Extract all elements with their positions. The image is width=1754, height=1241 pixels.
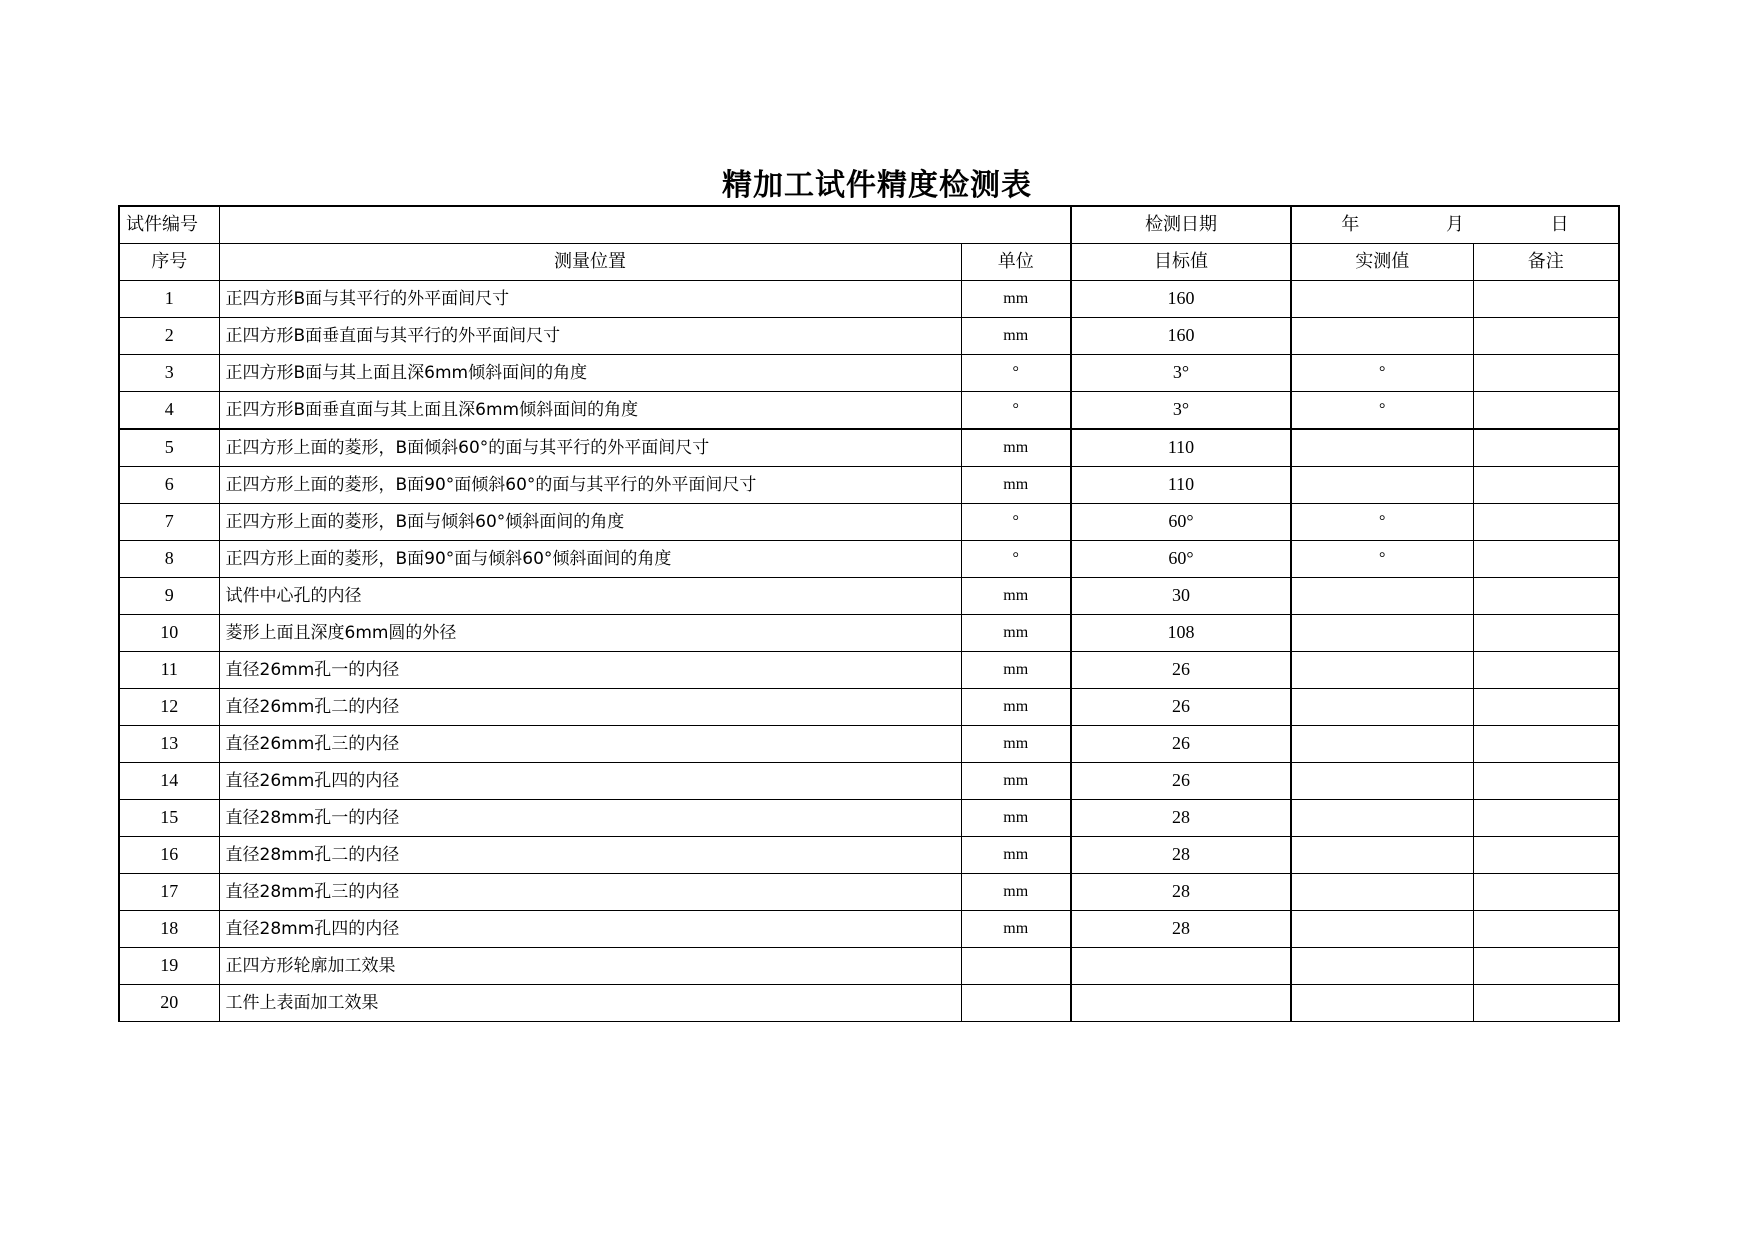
cell-remark[interactable] <box>1473 541 1619 578</box>
cell-unit: mm <box>961 281 1071 318</box>
column-header-row <box>119 244 1619 281</box>
cell-measured[interactable] <box>1291 948 1473 985</box>
cell-remark[interactable] <box>1473 578 1619 615</box>
cell-target: 3° <box>1071 392 1291 430</box>
cell-target <box>1071 948 1291 985</box>
cell-target: 160 <box>1071 281 1291 318</box>
table-row <box>119 800 1619 837</box>
cell-target: 30 <box>1071 578 1291 615</box>
specimen-number-input[interactable] <box>219 206 1071 244</box>
cell-no: 14 <box>119 763 219 800</box>
cell-position: 直径26mm孔四的内径 <box>219 763 961 800</box>
specimen-info-row <box>119 206 1619 244</box>
cell-position: 正四方形上面的菱形，B面倾斜60°的面与其平行的外平面间尺寸 <box>219 429 961 467</box>
cell-unit: mm <box>961 318 1071 355</box>
inspection-table <box>118 205 1620 1022</box>
cell-no: 16 <box>119 837 219 874</box>
cell-target: 160 <box>1071 318 1291 355</box>
cell-target: 26 <box>1071 689 1291 726</box>
cell-measured[interactable]: ° <box>1291 504 1473 541</box>
cell-position: 直径26mm孔三的内径 <box>219 726 961 763</box>
cell-unit: mm <box>961 911 1071 948</box>
cell-remark[interactable] <box>1473 874 1619 911</box>
table-row <box>119 652 1619 689</box>
cell-no: 12 <box>119 689 219 726</box>
cell-position: 正四方形B面与其上面且深6mm倾斜面间的角度 <box>219 355 961 392</box>
cell-position: 正四方形上面的菱形，B面与倾斜60°倾斜面间的角度 <box>219 504 961 541</box>
cell-unit: ° <box>961 355 1071 392</box>
cell-target: 26 <box>1071 763 1291 800</box>
cell-measured[interactable] <box>1291 800 1473 837</box>
cell-remark[interactable] <box>1473 318 1619 355</box>
cell-measured[interactable] <box>1291 985 1473 1022</box>
cell-remark[interactable] <box>1473 615 1619 652</box>
cell-no: 15 <box>119 800 219 837</box>
specimen-number-label: 试件编号 <box>119 206 219 244</box>
table-row <box>119 763 1619 800</box>
table-row <box>119 615 1619 652</box>
header-position: 测量位置 <box>219 244 961 281</box>
cell-no: 6 <box>119 467 219 504</box>
cell-unit: mm <box>961 689 1071 726</box>
cell-measured[interactable] <box>1291 874 1473 911</box>
cell-unit: mm <box>961 652 1071 689</box>
cell-remark[interactable] <box>1473 504 1619 541</box>
date-year-label: 年 <box>1341 214 1360 236</box>
cell-measured[interactable] <box>1291 652 1473 689</box>
cell-unit: mm <box>961 874 1071 911</box>
cell-position: 直径26mm孔一的内径 <box>219 652 961 689</box>
cell-measured[interactable]: ° <box>1291 392 1473 430</box>
cell-remark[interactable] <box>1473 726 1619 763</box>
table-row <box>119 429 1619 467</box>
cell-no: 4 <box>119 392 219 430</box>
cell-target: 110 <box>1071 467 1291 504</box>
cell-unit: mm <box>961 578 1071 615</box>
cell-remark[interactable] <box>1473 429 1619 467</box>
table-row <box>119 318 1619 355</box>
cell-remark[interactable] <box>1473 652 1619 689</box>
cell-target: 60° <box>1071 541 1291 578</box>
cell-unit: ° <box>961 504 1071 541</box>
date-month-label: 月 <box>1445 214 1464 236</box>
cell-position: 正四方形上面的菱形，B面90°面与倾斜60°倾斜面间的角度 <box>219 541 961 578</box>
cell-measured[interactable] <box>1291 318 1473 355</box>
cell-no: 17 <box>119 874 219 911</box>
cell-target: 28 <box>1071 874 1291 911</box>
table-row <box>119 837 1619 874</box>
cell-measured[interactable] <box>1291 467 1473 504</box>
inspection-date-label: 检测日期 <box>1071 206 1291 244</box>
cell-measured[interactable] <box>1291 578 1473 615</box>
cell-target: 28 <box>1071 911 1291 948</box>
cell-remark[interactable] <box>1473 467 1619 504</box>
cell-unit <box>961 948 1071 985</box>
cell-target: 28 <box>1071 837 1291 874</box>
cell-position: 直径26mm孔二的内径 <box>219 689 961 726</box>
table-row <box>119 726 1619 763</box>
cell-target <box>1071 985 1291 1022</box>
header-measured: 实测值 <box>1291 244 1473 281</box>
cell-unit: mm <box>961 615 1071 652</box>
table-row <box>119 355 1619 392</box>
cell-remark[interactable] <box>1473 392 1619 430</box>
cell-unit: ° <box>961 541 1071 578</box>
cell-position: 正四方形上面的菱形，B面90°面倾斜60°的面与其平行的外平面间尺寸 <box>219 467 961 504</box>
cell-measured[interactable] <box>1291 689 1473 726</box>
cell-measured[interactable] <box>1291 726 1473 763</box>
cell-position: 直径28mm孔三的内径 <box>219 874 961 911</box>
cell-remark[interactable] <box>1473 689 1619 726</box>
cell-remark[interactable] <box>1473 985 1619 1022</box>
cell-measured[interactable] <box>1291 763 1473 800</box>
cell-target: 26 <box>1071 652 1291 689</box>
cell-target: 110 <box>1071 429 1291 467</box>
cell-no: 20 <box>119 985 219 1022</box>
cell-position: 直径28mm孔二的内径 <box>219 837 961 874</box>
cell-unit: mm <box>961 800 1071 837</box>
cell-position: 试件中心孔的内径 <box>219 578 961 615</box>
cell-position: 直径28mm孔一的内径 <box>219 800 961 837</box>
table-row <box>119 541 1619 578</box>
header-remark: 备注 <box>1473 244 1619 281</box>
table-row <box>119 281 1619 318</box>
cell-unit <box>961 985 1071 1022</box>
cell-remark[interactable] <box>1473 837 1619 874</box>
header-no: 序号 <box>119 244 219 281</box>
cell-position: 菱形上面且深度6mm圆的外径 <box>219 615 961 652</box>
table-row <box>119 578 1619 615</box>
cell-no: 5 <box>119 429 219 467</box>
cell-position: 正四方形轮廓加工效果 <box>219 948 961 985</box>
header-unit: 单位 <box>961 244 1071 281</box>
cell-unit: mm <box>961 726 1071 763</box>
cell-remark[interactable] <box>1473 281 1619 318</box>
cell-remark[interactable] <box>1473 800 1619 837</box>
cell-measured[interactable]: ° <box>1291 541 1473 578</box>
cell-no: 13 <box>119 726 219 763</box>
table-row <box>119 874 1619 911</box>
cell-measured[interactable] <box>1291 429 1473 467</box>
cell-target: 108 <box>1071 615 1291 652</box>
table-row <box>119 948 1619 985</box>
cell-target: 26 <box>1071 726 1291 763</box>
date-day-label: 日 <box>1550 214 1569 236</box>
cell-unit: ° <box>961 392 1071 430</box>
cell-remark[interactable] <box>1473 763 1619 800</box>
cell-position: 正四方形B面与其平行的外平面间尺寸 <box>219 281 961 318</box>
cell-no: 18 <box>119 911 219 948</box>
cell-no: 7 <box>119 504 219 541</box>
cell-remark[interactable] <box>1473 948 1619 985</box>
cell-unit: mm <box>961 837 1071 874</box>
cell-measured[interactable] <box>1291 615 1473 652</box>
table-row <box>119 985 1619 1022</box>
table-row <box>119 392 1619 430</box>
cell-position: 正四方形B面垂直面与其上面且深6mm倾斜面间的角度 <box>219 392 961 430</box>
cell-position: 直径28mm孔四的内径 <box>219 911 961 948</box>
table-row <box>119 467 1619 504</box>
cell-unit: mm <box>961 467 1071 504</box>
cell-remark[interactable] <box>1473 911 1619 948</box>
table-row <box>119 689 1619 726</box>
cell-measured[interactable] <box>1291 281 1473 318</box>
cell-unit: mm <box>961 763 1071 800</box>
cell-no: 19 <box>119 948 219 985</box>
cell-target: 28 <box>1071 800 1291 837</box>
cell-no: 3 <box>119 355 219 392</box>
table-row <box>119 911 1619 948</box>
cell-no: 1 <box>119 281 219 318</box>
cell-target: 3° <box>1071 355 1291 392</box>
cell-remark[interactable] <box>1473 355 1619 392</box>
table-row <box>119 504 1619 541</box>
cell-target: 60° <box>1071 504 1291 541</box>
cell-no: 2 <box>119 318 219 355</box>
cell-measured[interactable] <box>1291 911 1473 948</box>
page-title: 精加工试件精度检测表 <box>722 168 1032 203</box>
inspection-table-container <box>118 205 1618 1022</box>
cell-position: 正四方形B面垂直面与其平行的外平面间尺寸 <box>219 318 961 355</box>
cell-measured[interactable] <box>1291 837 1473 874</box>
cell-position: 工件上表面加工效果 <box>219 985 961 1022</box>
header-target: 目标值 <box>1071 244 1291 281</box>
cell-no: 11 <box>119 652 219 689</box>
cell-no: 10 <box>119 615 219 652</box>
cell-no: 9 <box>119 578 219 615</box>
cell-no: 8 <box>119 541 219 578</box>
cell-measured[interactable]: ° <box>1291 355 1473 392</box>
cell-unit: mm <box>961 429 1071 467</box>
inspection-date-field[interactable] <box>1291 206 1619 244</box>
table-body <box>119 206 1619 1022</box>
date-parts <box>1298 215 1612 235</box>
